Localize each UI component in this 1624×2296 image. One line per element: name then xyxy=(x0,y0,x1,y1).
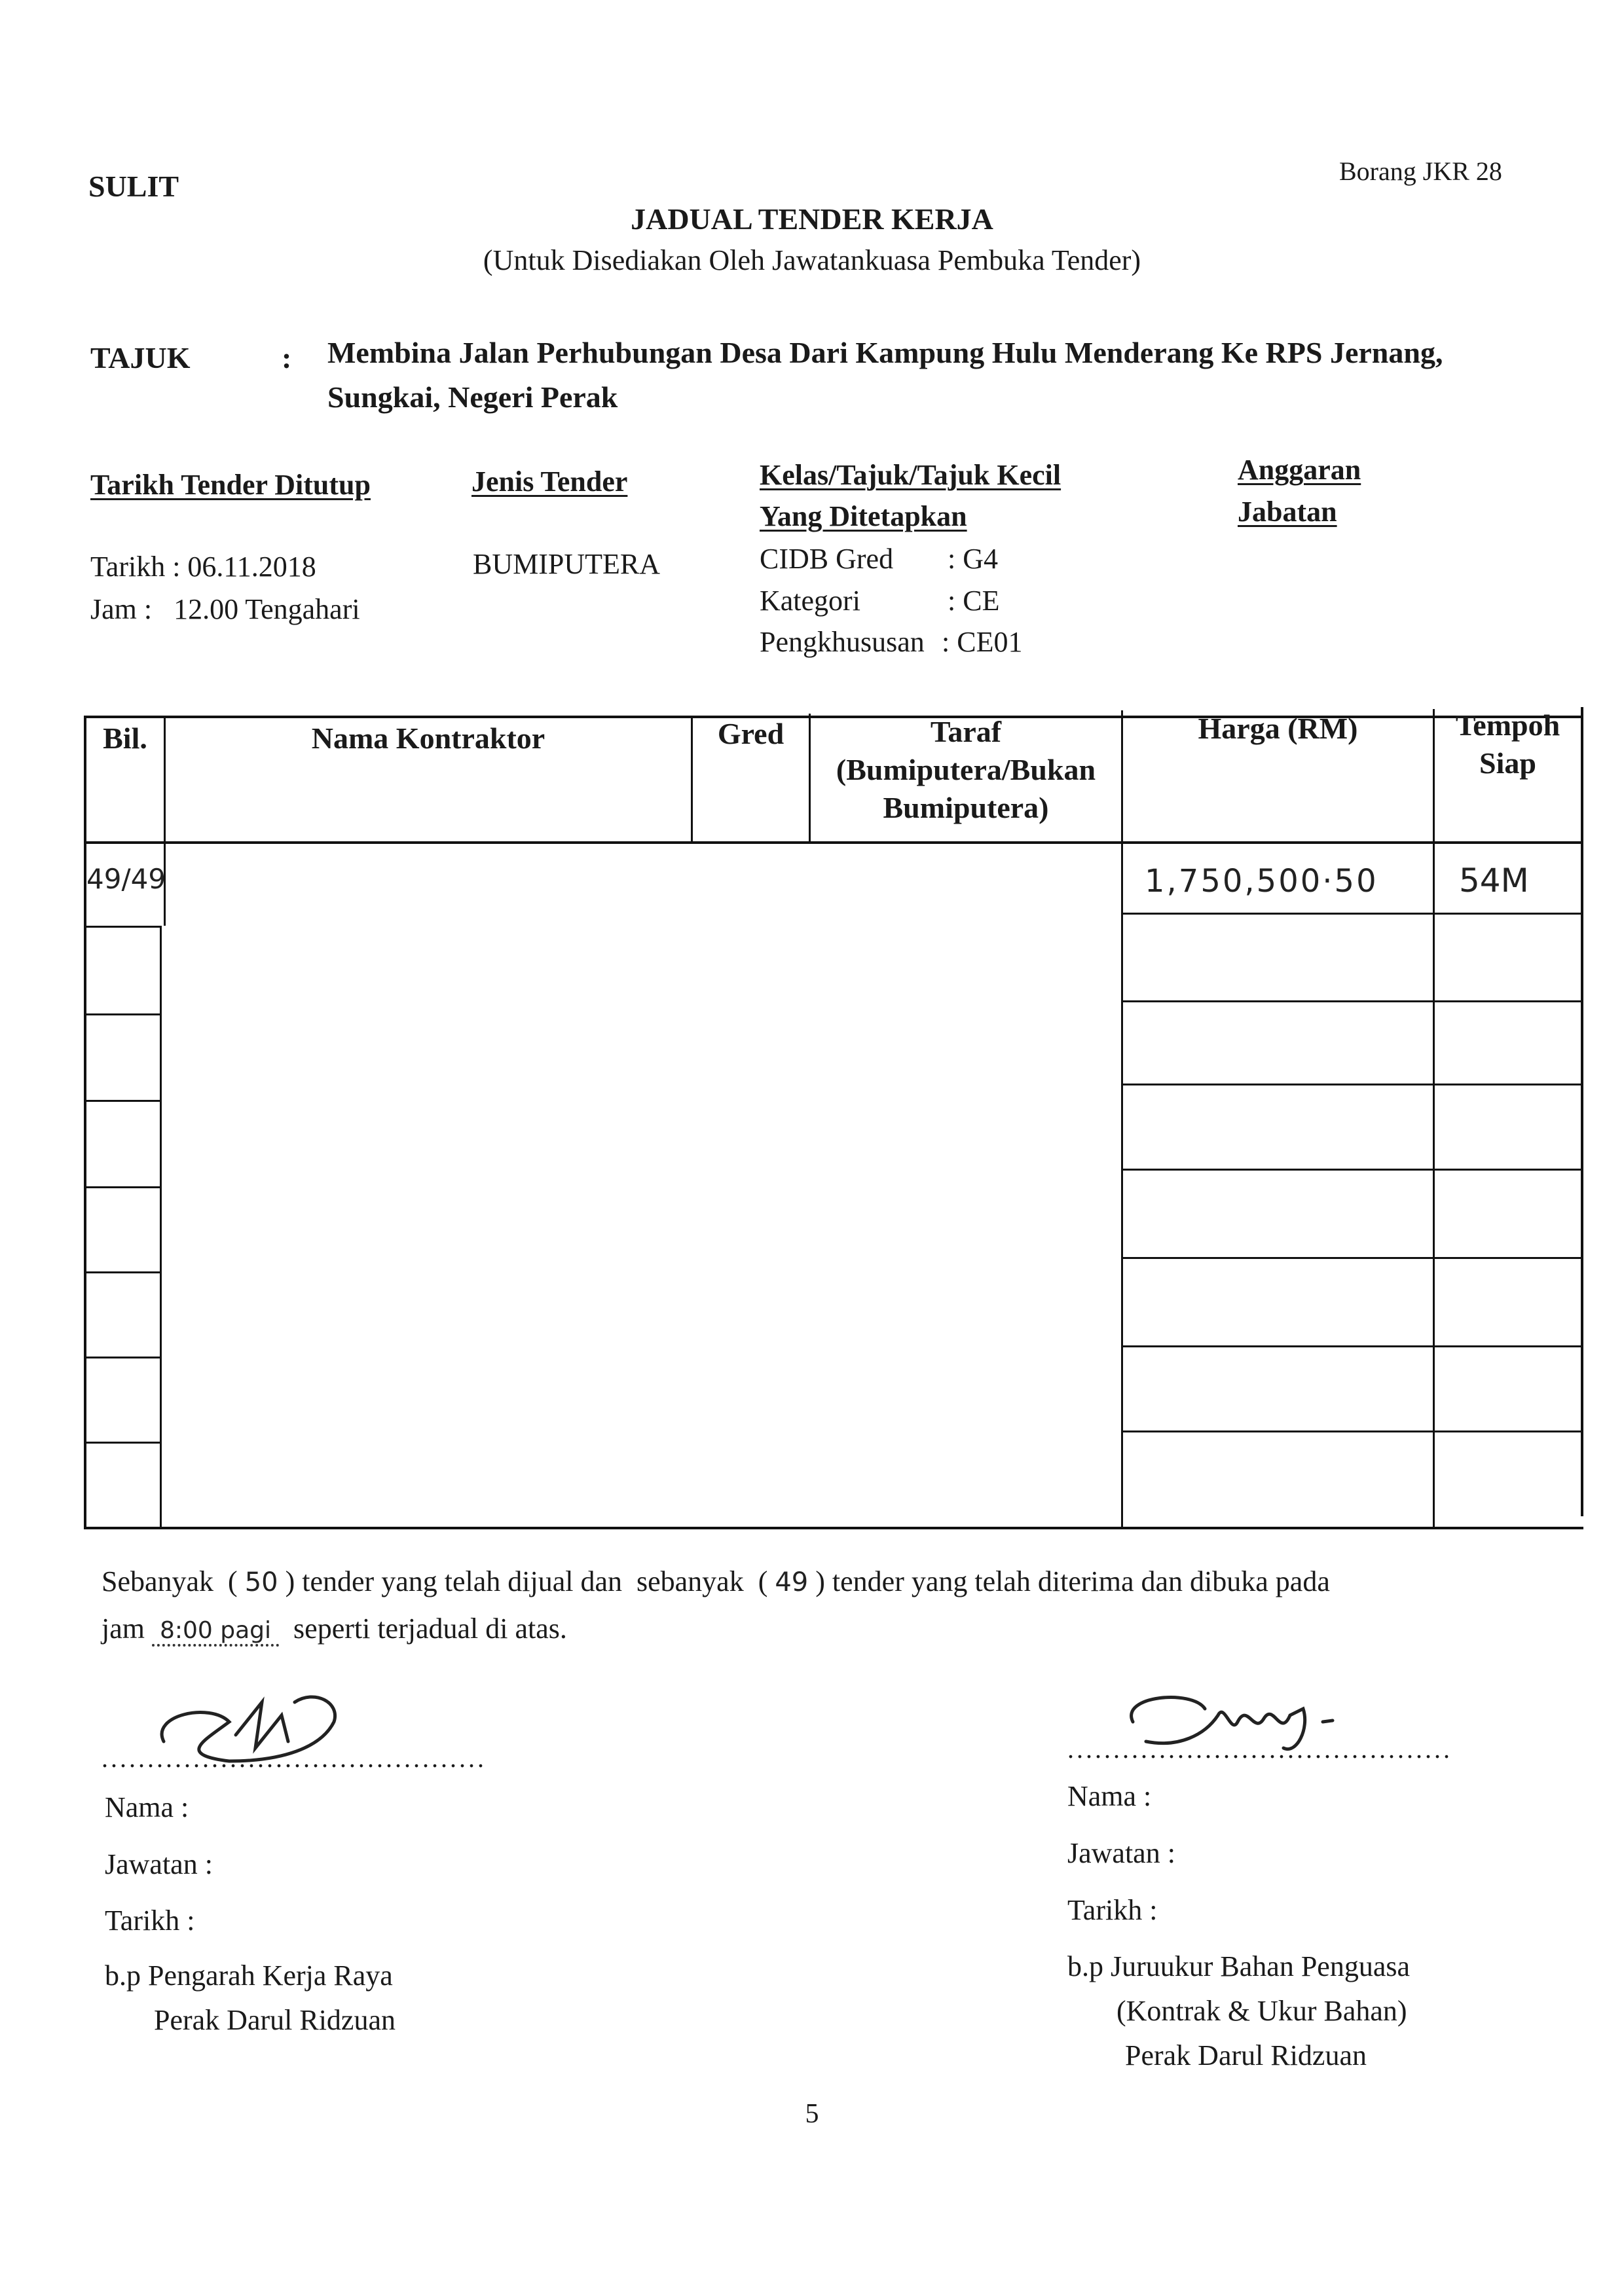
received-count: 49 xyxy=(775,1567,809,1597)
right-tarikh-label: Tarikh : xyxy=(1067,1894,1158,1926)
kelas-heading-2: Yang Ditetapkan xyxy=(760,500,967,532)
summary-text-1: Sebanyak ( xyxy=(101,1565,238,1597)
tajuk-label: TAJUK xyxy=(90,341,191,374)
left-bp-line-2: Perak Darul Ridzuan xyxy=(154,2004,396,2036)
anggaran-heading-2: Jabatan xyxy=(1238,496,1337,528)
tajuk-line-1: Membina Jalan Perhubungan Desa Dari Kampung Hulu Menderang Ke RPS Jernang, xyxy=(327,336,1443,369)
summary-line-1 xyxy=(101,1565,1330,1598)
col-header-harga: Harga (RM) xyxy=(1198,712,1358,745)
jam-label: jam xyxy=(101,1613,145,1645)
right-nama-label: Nama : xyxy=(1067,1780,1152,1812)
classification-label: SULIT xyxy=(88,170,179,203)
right-jawatan-label: Jawatan : xyxy=(1067,1837,1175,1869)
kelas-heading-1: Kelas/Tajuk/Tajuk Kecil xyxy=(760,459,1061,491)
right-bp-line-1: b.p Juruukur Bahan Penguasa xyxy=(1067,1950,1411,1982)
summary-text-3: ) tender yang telah diterima dan dibuka pada xyxy=(815,1565,1330,1597)
col-header-taraf-3: Bumiputera) xyxy=(883,791,1049,824)
pengkhususan-label: Pengkhususan xyxy=(760,626,925,658)
document-title: JADUAL TENDER KERJA xyxy=(631,202,993,236)
anggaran-heading-1: Anggaran xyxy=(1238,454,1361,486)
tajuk-colon: : xyxy=(282,341,292,374)
jenis-tender-heading: Jenis Tender xyxy=(471,465,628,498)
right-bp-line-2: (Kontrak & Ukur Bahan) xyxy=(1116,1995,1407,2027)
col-header-gred: Gred xyxy=(717,717,784,750)
right-bp-line-3: Perak Darul Ridzuan xyxy=(1125,2039,1367,2071)
jenis-tender-value: BUMIPUTERA xyxy=(473,548,661,580)
col-header-nama-kontraktor: Nama Kontraktor xyxy=(311,721,545,755)
tajuk-line-2: Sungkai, Negeri Perak xyxy=(327,380,618,414)
right-signature-dots: .......................................... xyxy=(1067,1734,1452,1764)
form-number: Borang JKR 28 xyxy=(1339,156,1502,186)
col-header-taraf-1: Taraf xyxy=(930,715,1002,748)
col-header-bil: Bil. xyxy=(103,721,147,755)
col-header-tempoh-1: Tempoh xyxy=(1455,708,1560,742)
jam-value: Jam : 12.00 Tengahari xyxy=(90,593,360,625)
document-subtitle: (Untuk Disediakan Oleh Jawatankuasa Pembuka Tender) xyxy=(483,244,1141,276)
cidb-label: CIDB Gred xyxy=(760,543,894,575)
page-number: 5 xyxy=(805,2099,819,2129)
sold-count: 50 xyxy=(244,1567,278,1597)
tarikh-tender-heading: Tarikh Tender Ditutup xyxy=(90,469,371,501)
tarikh-value: Tarikh : 06.11.2018 xyxy=(90,551,316,583)
row-1-bil: 49/49 xyxy=(86,863,166,895)
summary-text-2: ) tender yang telah dijual dan sebanyak ( xyxy=(285,1565,768,1597)
jam-handwritten: 8:00 pagi xyxy=(152,1617,279,1647)
left-signature-dots: .......................................... xyxy=(101,1743,487,1773)
left-jawatan-label: Jawatan : xyxy=(105,1848,213,1880)
pengkhususan-value: : CE01 xyxy=(942,626,1023,658)
left-bp-line-1: b.p Pengarah Kerja Raya xyxy=(105,1959,393,1992)
left-nama-label: Nama : xyxy=(105,1791,189,1823)
col-header-tempoh-2: Siap xyxy=(1479,746,1536,780)
row-1-harga: 1,750,500·50 xyxy=(1145,863,1378,900)
kategori-value: : CE xyxy=(948,585,1000,617)
summary-line-2 xyxy=(101,1612,567,1645)
summary-text-4: seperti terjadual di atas. xyxy=(293,1613,567,1645)
col-header-taraf-2: (Bumiputera/Bukan xyxy=(836,753,1096,786)
row-1-tempoh: 54M xyxy=(1459,862,1529,900)
left-tarikh-label: Tarikh : xyxy=(105,1904,195,1937)
kategori-label: Kategori xyxy=(760,585,860,617)
cidb-value: : G4 xyxy=(948,543,998,575)
